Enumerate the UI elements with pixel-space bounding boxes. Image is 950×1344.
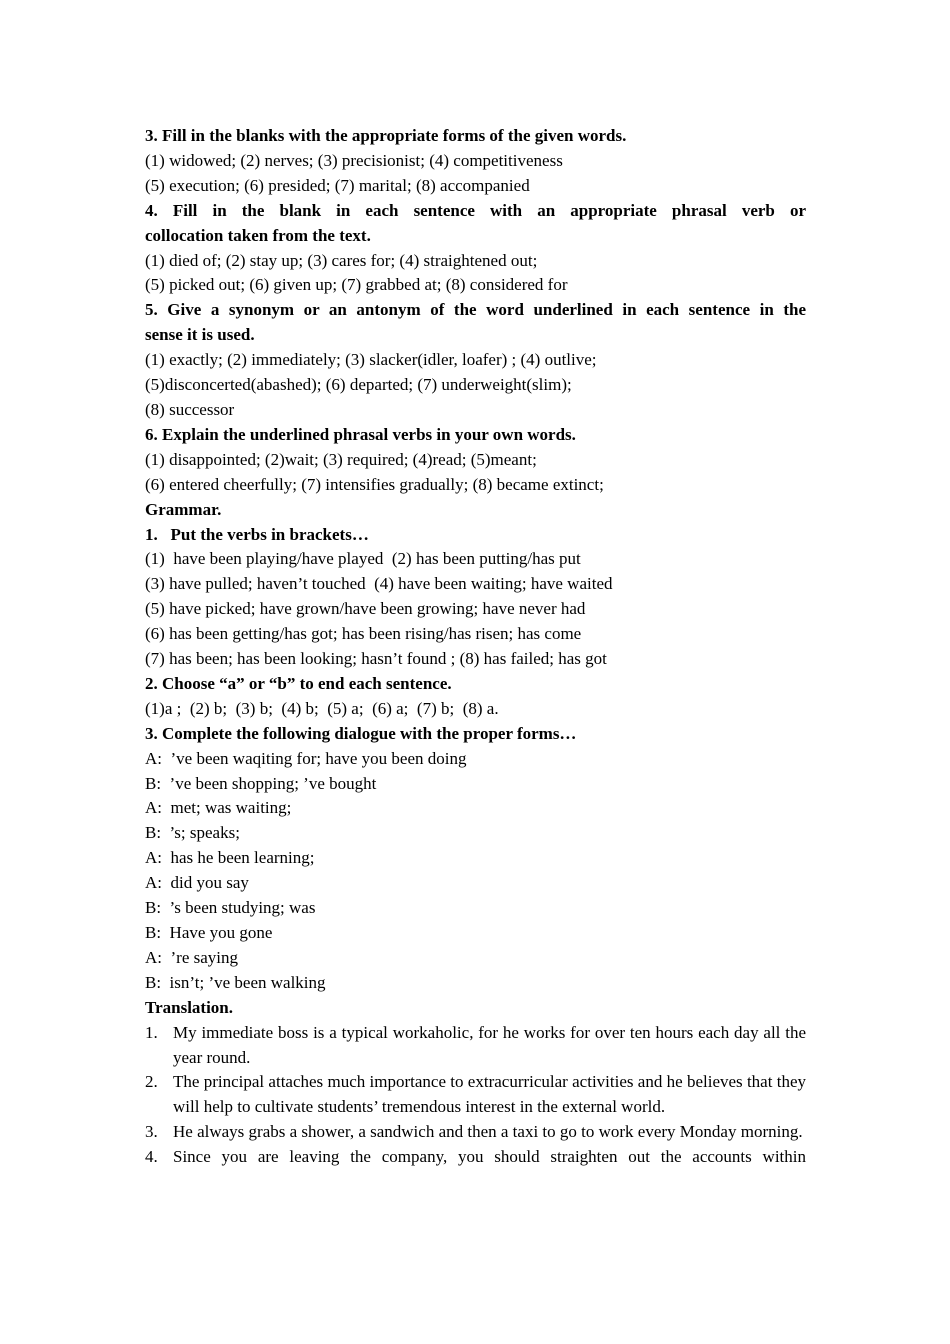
answer-line: (5) have picked; have grown/have been growing; have never had	[145, 599, 586, 619]
answer-line: (5) execution; (6) presided; (7) marital; (8) accompanied	[145, 175, 530, 195]
answer-line: (6) entered cheerfully; (7) intensifies gradually; (8) became extinct;	[145, 474, 604, 494]
translation-item	[145, 1145, 806, 1170]
answer-line: (1) widowed; (2) nerves; (3) precisionist; (4) competitiveness	[145, 150, 563, 170]
dialogue-line: A: ’re saying	[145, 947, 239, 967]
dialogue-line: B: ’ve been shopping; ’ve bought	[145, 773, 377, 793]
dialogue-line: B: ’s; speaks;	[145, 823, 240, 843]
grammar-1-heading: 1. Put the verbs in brackets…	[145, 524, 369, 544]
dialogue-line: A: has he been learning;	[145, 848, 315, 868]
translation-list	[145, 1021, 806, 1170]
translation-item-text: My immediate boss is a typical workaholic, for he works for over ten hours each day all the year round.	[173, 1022, 806, 1067]
dialogue-line: B: Have you gone	[145, 923, 273, 942]
dialogue-line: B: isn’t; ’ve been walking	[145, 972, 326, 992]
translation-item-text: He always grabs a shower, a sandwich and then a taxi to go to work every Monday morning.	[173, 1122, 803, 1142]
section-4-heading-line-1: 4. Fill in the blank in each sentence with an appropriate phrasal verb or	[145, 200, 806, 220]
translation-item-number: 3.	[145, 1122, 158, 1142]
translation-item-text: Since you are leaving the company, you should straighten out the accounts within	[173, 1147, 806, 1167]
grammar-2-heading: 2. Choose “a” or “b” to end each sentence.	[145, 673, 452, 693]
translation-item	[145, 1021, 806, 1071]
grammar-title: Grammar.	[145, 499, 222, 519]
translation-item-number: 4.	[145, 1147, 158, 1167]
answer-line: (1) died of; (2) stay up; (3) cares for; (4) straightened out;	[145, 250, 538, 270]
section-5-heading-line-1: 5. Give a synonym or an antonym of the word underlined in each sentence in the	[145, 300, 806, 320]
dialogue-line: A: did you say	[145, 873, 249, 893]
answer-line: (3) have pulled; haven’t touched (4) have been waiting; have waited	[145, 574, 613, 594]
answer-line: (1) have been playing/have played (2) has been putting/has put	[145, 549, 581, 569]
answer-line: (1) exactly; (2) immediately; (3) slacker(idler, loafer) ; (4) outlive;	[145, 350, 597, 370]
translation-item	[145, 1070, 806, 1120]
answer-line: (6) has been getting/has got; has been rising/has risen; has come	[145, 624, 582, 644]
grammar-3-heading: 3. Complete the following dialogue with the proper forms…	[145, 723, 577, 743]
section-4-heading-line-2: collocation taken from the text.	[145, 225, 371, 245]
answer-line: (7) has been; has been looking; hasn’t found ; (8) has failed; has got	[145, 649, 607, 669]
document-page	[145, 124, 806, 1170]
answer-line: (1)a ; (2) b; (3) b; (4) b; (5) a; (6) a; (7) b; (8) a.	[145, 698, 499, 718]
section-3-heading: 3. Fill in the blanks with the appropriate forms of the given words.	[145, 126, 627, 145]
dialogue-line: B: ’s been studying; was	[145, 898, 316, 918]
translation-item-text: The principal attaches much importance to extracurricular activities and he believes that they will help to cultivate students’ tremendous interest in the external world.	[173, 1072, 806, 1117]
answer-line: (8) successor	[145, 399, 235, 419]
dialogue-line: A: met; was waiting;	[145, 798, 292, 818]
answer-line: (1) disappointed; (2)wait; (3) required; (4)read; (5)meant;	[145, 449, 537, 469]
section-6-heading: 6. Explain the underlined phrasal verbs in your own words.	[145, 424, 576, 444]
answer-line: (5) picked out; (6) given up; (7) grabbed at; (8) considered for	[145, 275, 568, 295]
answer-line: (5)disconcerted(abashed); (6) departed; (7) underweight(slim);	[145, 375, 572, 395]
translation-title: Translation.	[145, 997, 234, 1017]
translation-item-number: 1.	[145, 1022, 158, 1042]
translation-item-number: 2.	[145, 1072, 158, 1092]
dialogue-line: A: ’ve been waqiting for; have you been doing	[145, 748, 467, 768]
translation-item	[145, 1120, 806, 1145]
section-5-heading-line-2: sense it is used.	[145, 325, 255, 345]
